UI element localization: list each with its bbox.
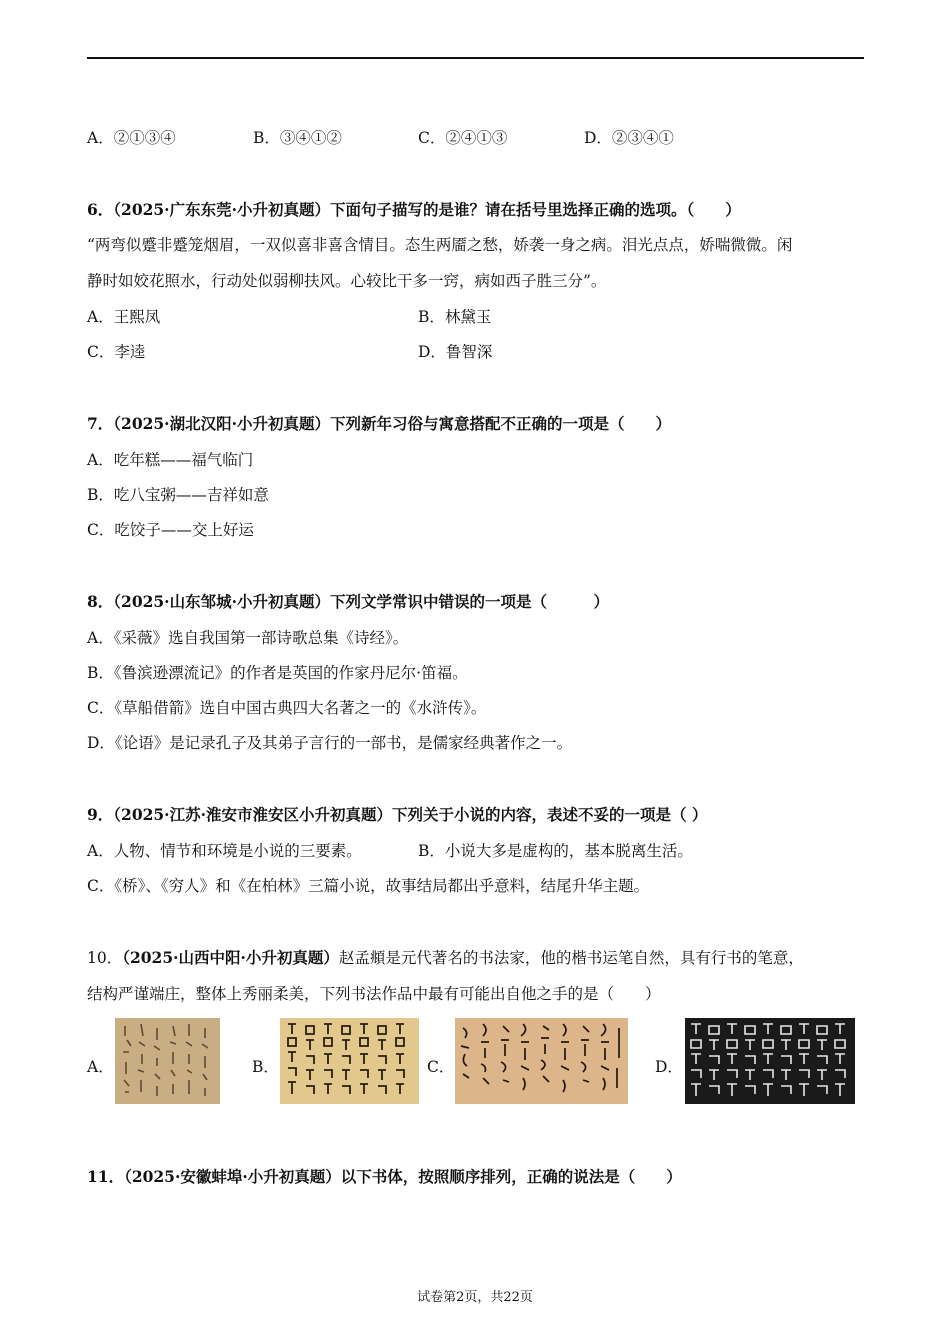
q6-option-c: C．李逵 [87, 343, 146, 361]
q6-quote-line-1: “两弯似蹙非蹙笼烟眉，一双似喜非喜含情目。态生两靥之愁，娇袭一身之病。泪光点点，娇喘微微。闲 [87, 236, 793, 254]
q10-stem-line-2: 结构严谨端庄，整体上秀丽柔美，下列书法作品中最有可能出自他之手的是（ ） [87, 985, 661, 1003]
q9-option-c: C．《桥》、《穷人》和《在柏林》三篇小说，故事结局都出乎意料，结尾升华主题。 [87, 877, 650, 895]
q9-option-b: B．小说大多是虚构的，基本脱离生活。 [418, 842, 693, 860]
q6-option-d: D．鲁智深 [418, 343, 493, 361]
q8-option-b: B．《鲁滨逊漂流记》的作者是英国的作家丹尼尔·笛福。 [87, 664, 468, 682]
q5-option-c: C．②④①③ [418, 129, 508, 147]
q6-quote-line-2: 静时如姣花照水，行动处似弱柳扶风。心较比干多一窍，病如西子胜三分”。 [87, 272, 607, 290]
q9-option-a: A．人物、情节和环境是小说的三要素。 [87, 842, 362, 860]
calligraphy-image-c [455, 1018, 628, 1104]
q10-source: （2025·山西中阳·小升初真题） [122, 948, 339, 967]
q8-option-d: D．《论语》是记录孔子及其弟子言行的一部书，是儒家经典著作之一。 [87, 734, 573, 752]
q6-option-b: B．林黛玉 [418, 308, 492, 326]
q10-stem-line-1 [87, 947, 804, 969]
calligraphy-image-b [280, 1018, 419, 1104]
q10-number: 10． [87, 949, 123, 967]
q7-stem: 7．（2025·湖北汉阳·小升初真题）下列新年习俗与寓意搭配不正确的一项是（ ） [87, 414, 671, 433]
q10-label-a: A． [87, 1058, 114, 1076]
q8-option-c: C．《草船借箭》选自中国古典四大名著之一的《水浒传》。 [87, 699, 487, 717]
q10-label-c: C． [427, 1058, 455, 1076]
q11-stem: 11．（2025·安徽蚌埠·小升初真题）以下书体，按照顺序排列，正确的说法是（ ） [87, 1167, 682, 1186]
q10-text: 赵孟頫是元代著名的书法家，他的楷书运笔自然，具有行书的笔意， [338, 949, 804, 967]
calligraphy-image-d [685, 1018, 855, 1104]
q5-option-a: A．②①③④ [87, 129, 176, 147]
q8-stem: 8．（2025·山东邹城·小升初真题）下列文学常识中错误的一项是（ ） [87, 592, 609, 611]
q9-stem: 9．（2025·江苏·淮安市淮安区小升初真题）下列关于小说的内容，表述不妥的一项是（ ） [87, 805, 708, 824]
image-d-bg [685, 1018, 855, 1104]
calligraphy-image-a [115, 1018, 220, 1104]
q10-label-b: B． [252, 1058, 279, 1076]
q7-option-c: C．吃饺子——交上好运 [87, 521, 254, 539]
q5-option-b: B．③④①② [253, 129, 342, 147]
header-rule [87, 57, 864, 59]
q5-option-d: D．②③④① [584, 129, 674, 147]
q8-option-a: A．《采薇》选自我国第一部诗歌总集《诗经》。 [87, 629, 409, 647]
q7-option-a: A．吃年糕——福气临门 [87, 451, 254, 469]
q10-label-d: D． [655, 1058, 683, 1076]
page-footer: 试卷第2页，共22页 [417, 1290, 533, 1305]
q7-option-b: B．吃八宝粥——吉祥如意 [87, 486, 269, 504]
q6-option-a: A．王熙凤 [87, 308, 161, 326]
q6-stem: 6．（2025·广东东莞·小升初真题）下面句子描写的是谁？请在括号里选择正确的选项。（ ） [87, 200, 741, 219]
